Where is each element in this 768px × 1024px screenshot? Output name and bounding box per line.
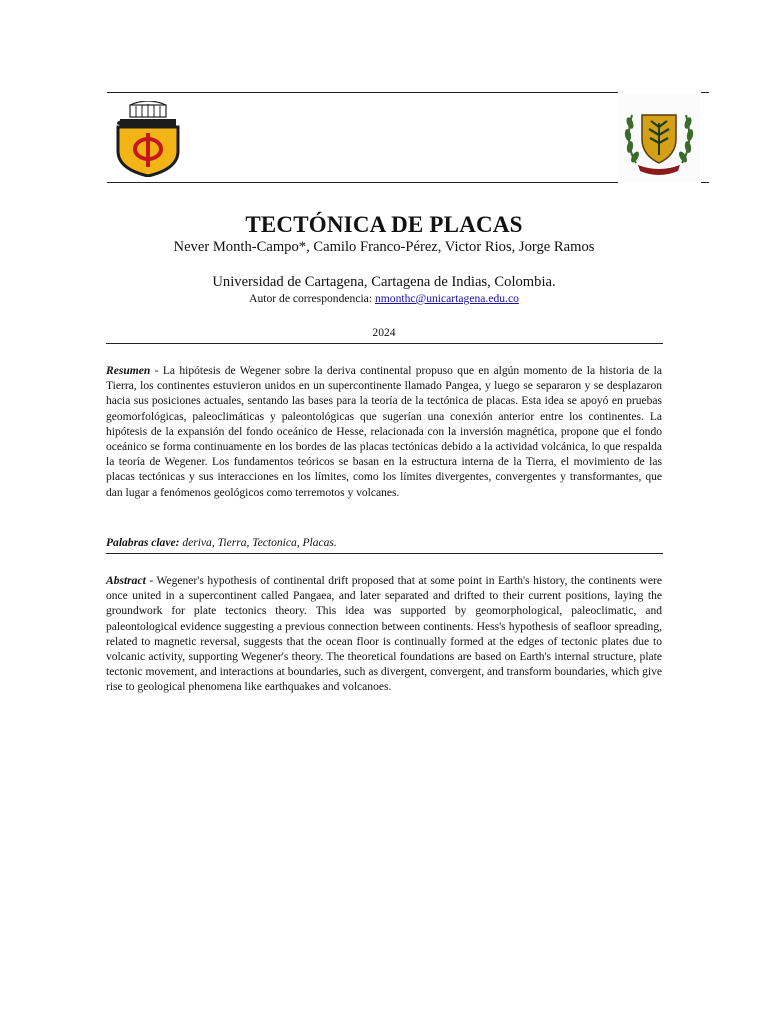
year-rule: [106, 343, 663, 344]
header-top-rule-right: [701, 92, 709, 93]
publication-year: 2024: [372, 326, 396, 339]
correspondence-label: Autor de correspondencia:: [249, 292, 375, 305]
abstract-text: - Wegener's hypothesis of continental drift proposed that at some point in Earth's history, the continents were once united in a supercontinent called Pangaea, and later separated and drifted to their current positions, laying the groundwork for plate tectonics theory. This idea was supported by geomorphological, paleoclimatic, and paleontological evidence suggesting a previous connection between continents. Hess's hypothesis of seafloor spreading, related to magnetic reversal, suggests that the ocean floor is continually formed at the edges of tectonic plates due to volcanic activity, supporting Wegener's theory. The theoretical foundations are based on Earth's internal structure, plate tectonic movement, and interactions at boundaries, such as divergent, convergent, and transform boundaries, which give rise to geological phenomena like earthquakes and volcanoes.: [106, 575, 662, 694]
header-bottom-rule-right: [701, 182, 709, 183]
resumen-lead: Resumen: [106, 365, 151, 377]
laurel-crest-logo: [618, 93, 700, 181]
keywords-value: deriva, Tierra, Tectonica, Placas.: [179, 537, 337, 549]
keywords-line: [106, 537, 662, 549]
paper-title: TECTÓNICA DE PLACAS: [245, 212, 523, 237]
affiliation: Universidad de Cartagena, Cartagena de Indias, Colombia.: [212, 274, 556, 290]
keywords-lead: Palabras clave:: [106, 537, 180, 549]
header-top-rule: [107, 92, 618, 93]
abstract-lead: Abstract: [106, 575, 146, 587]
resumen-paragraph: [106, 364, 662, 501]
correspondence-email-link[interactable]: nmonthc@unicartagena.edu.co: [374, 292, 519, 305]
abstract-paragraph: [106, 574, 662, 696]
phi-shield-logo: [112, 101, 184, 177]
header-bottom-rule: [107, 182, 618, 183]
resumen-text: - La hipótesis de Wegener sobre la deriva continental propuso que en algún momento de la historia de la Tierra, los continentes estuvieron unidos en un supercontinente llamado Pangea, y luego se separaron y se desplazaron hacia sus posiciones actuales, sentando las bases para la teoría de la tectónica de placas. Esta idea se apoyó en pruebas geomorfológicas, paleoclimáticas y paleontológicas que sugerían una conexión anterior entre los continentes. La hipótesis de la expansión del fondo oceánico de Hesse, relacionada con la inversión magnética, propone que el fondo oceánico se forma continuamente en los bordes de las placas tectónicas debido a la actividad volcánica, lo que respalda la teoría de Wegener. Los fundamentos teóricos se basan en la estructura interna de la Tierra, el movimiento de las placas tectónicas y sus interacciones en los límites, como los límites divergentes, convergentes y transformantes, que dan lugar a fenómenos geológicos como terremotos y volcanes.: [106, 365, 662, 499]
correspondence: [0, 292, 768, 305]
keywords-rule: [106, 553, 663, 554]
author-list: Never Month-Campo*, Camilo Franco-Pérez, Victor Rios, Jorge Ramos: [173, 239, 595, 255]
